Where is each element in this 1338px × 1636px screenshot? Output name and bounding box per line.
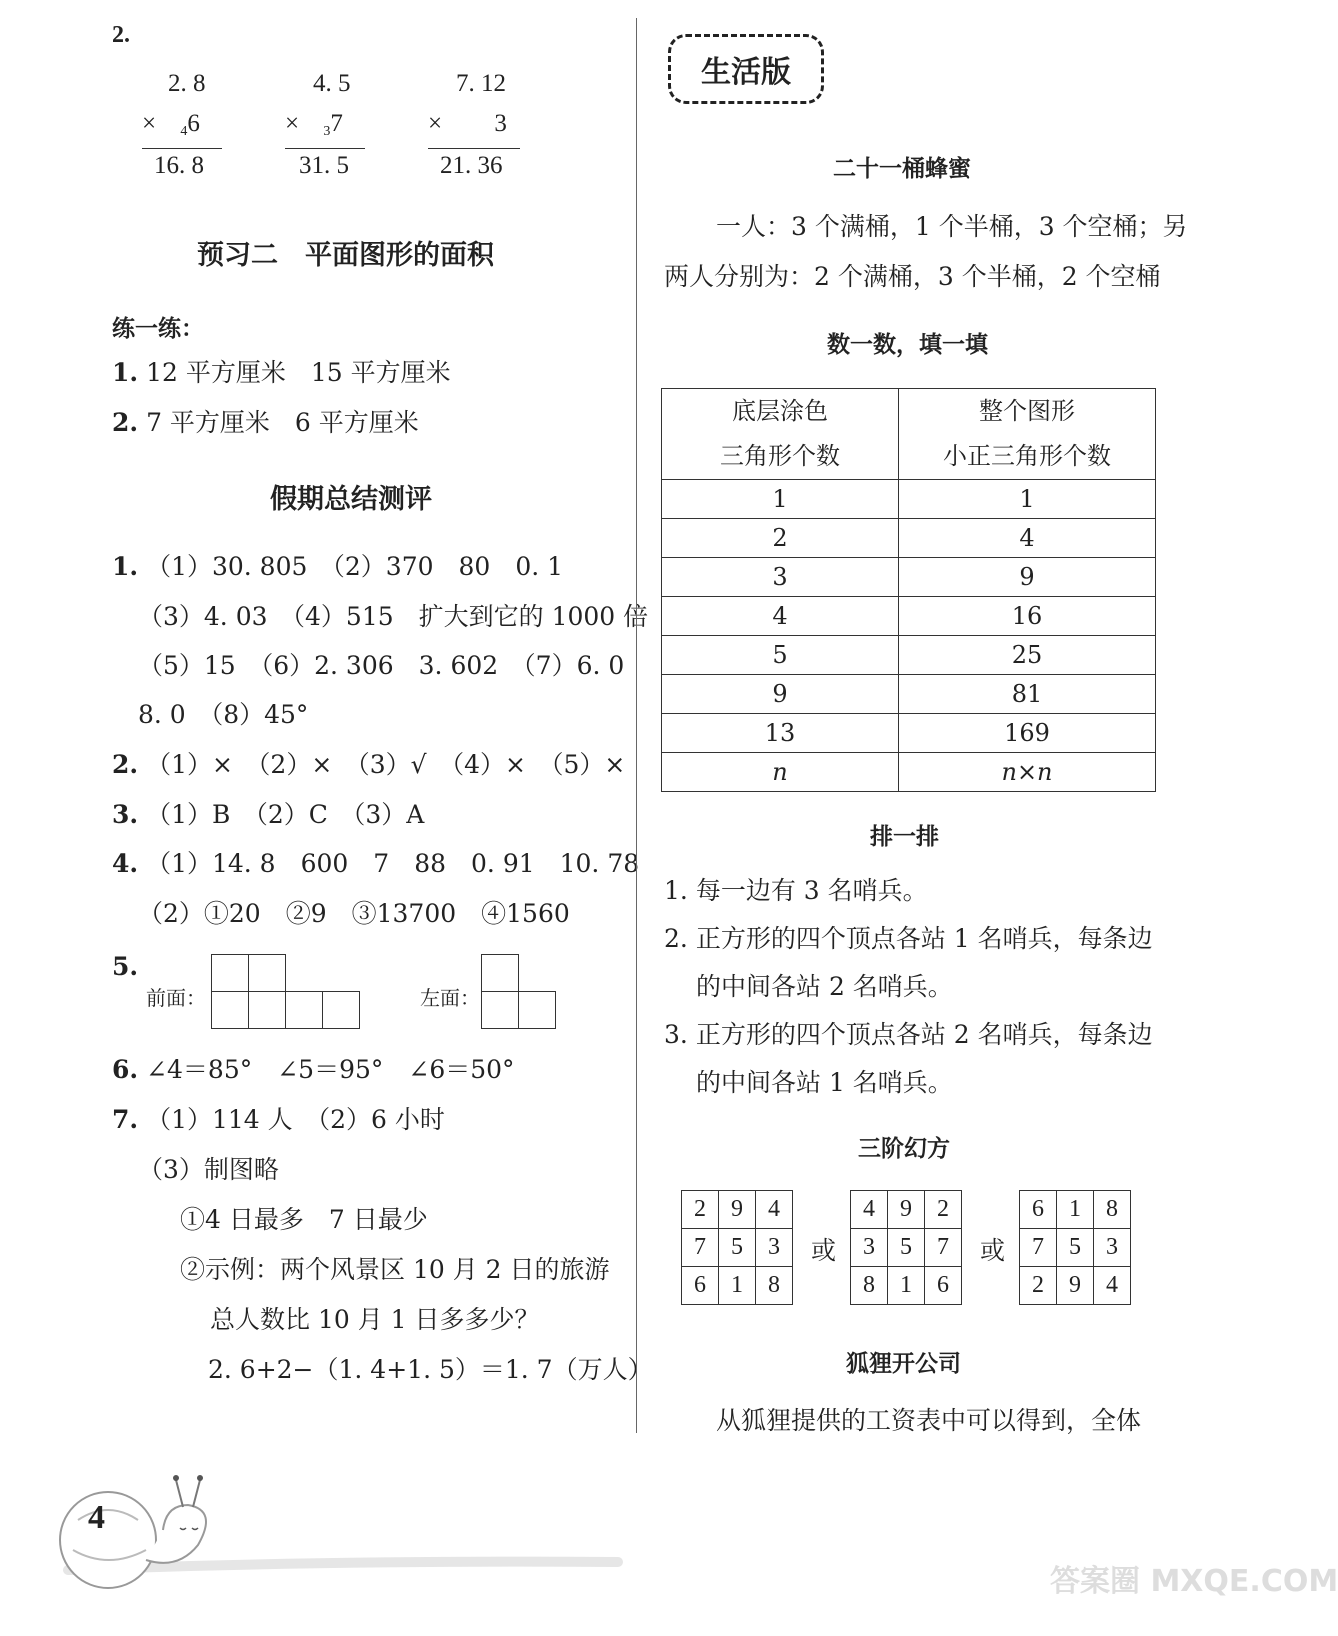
practice-label: 练一练： <box>112 316 204 342</box>
arrange-answer-line: 的中间各站 2 名哨兵。 <box>696 972 953 1001</box>
honey-answer-line-1: 一人：3 个满桶，1 个半桶，3 个空桶；另 <box>716 212 1188 241</box>
honey-title: 二十一桶蜂蜜 <box>833 156 971 182</box>
page-number: 4 <box>88 1499 105 1536</box>
review-answer-line: （2）①20 ②9 ③13700 ④1560 <box>138 899 570 928</box>
question-7-answer: 7. （1）114 人 （2）6 小时 <box>112 1105 445 1134</box>
arrange-title: 排一排 <box>870 824 939 850</box>
magic-square: 2 9 4 7 5 3 6 1 8 <box>681 1190 793 1305</box>
multiplicand: 4. 5 <box>313 70 351 97</box>
review-answer-line: 1. （1）30. 805 （2）370 80 0. 1 <box>112 552 564 581</box>
practice-answer-2: 2. 7 平方厘米 6 平方厘米 <box>112 408 419 437</box>
question-5-label: 5. <box>112 952 139 981</box>
left-view-label: 左面： <box>420 986 480 1010</box>
question-7-answer: ②示例：两个风景区 10 月 2 日的旅游 <box>180 1255 610 1284</box>
review-answer-line: 2. （1）× （2）× （3）√ （4）× （5）× <box>112 750 626 779</box>
carry-digit: 4 <box>180 124 188 139</box>
review-answer-line: 8. 0 （8）45° <box>138 700 309 729</box>
times-sign: × <box>428 110 443 137</box>
table-row: 4 16 <box>662 597 1156 636</box>
product-line <box>285 148 365 149</box>
front-view-label: 前面： <box>146 986 206 1010</box>
table-row: 3 9 <box>662 558 1156 597</box>
question-7-answer: 2. 6+2−（1. 4+1. 5）＝1. 7（万人） <box>208 1355 653 1384</box>
snail-page-decoration <box>28 1450 628 1600</box>
question-6-answer: 6. ∠4＝85° ∠5＝95° ∠6＝50° <box>112 1055 515 1084</box>
front-view-grid <box>211 954 360 1029</box>
times-sign: × <box>285 110 300 137</box>
product: 16. 8 <box>154 152 204 179</box>
practice-answer-1: 1. 12 平方厘米 15 平方厘米 <box>112 358 451 387</box>
review-answer-line: （5）15 （6）2. 306 3. 602 （7）6. 0 <box>138 651 625 680</box>
table-row: 2 4 <box>662 519 1156 558</box>
fox-company-text: 从狐狸提供的工资表中可以得到，全体 <box>716 1406 1142 1435</box>
review-answer-line: （3）4. 03 （4）515 扩大到它的 1000 倍 <box>138 602 649 631</box>
vertical-multiplication-3 <box>428 68 520 188</box>
multiplier: 7 <box>330 110 343 137</box>
question-7-answer: （3）制图略 <box>138 1155 279 1184</box>
left-view-grid <box>481 954 556 1029</box>
magic-square-title: 三阶幻方 <box>858 1136 950 1162</box>
product-line <box>142 148 222 149</box>
count-fill-title: 数一数，填一填 <box>827 332 988 358</box>
arrange-answer-line: 的中间各站 1 名哨兵。 <box>696 1068 953 1097</box>
carry-digit: 3 <box>323 124 331 139</box>
column-divider <box>636 18 637 1433</box>
review-answer-line: 3. （1）B （2）C （3）A <box>112 800 425 829</box>
or-label: 或 <box>811 1236 837 1265</box>
multiplier: 6 <box>187 110 200 137</box>
magic-square: 6 1 8 7 5 3 2 9 4 <box>1019 1190 1131 1305</box>
section-title-review: 假期总结测评 <box>270 484 432 515</box>
table-header-cell: 底层涂色 三角形个数 <box>662 389 899 480</box>
product: 21. 36 <box>440 152 503 179</box>
product: 31. 5 <box>299 152 349 179</box>
honey-answer-line-2: 两人分别为：2 个满桶，3 个半桶，2 个空桶 <box>664 262 1161 291</box>
table-row: 13 169 <box>662 714 1156 753</box>
or-label: 或 <box>980 1236 1006 1265</box>
magic-square: 4 9 2 3 5 7 8 1 6 <box>850 1190 962 1305</box>
fox-company-title: 狐狸开公司 <box>846 1351 961 1377</box>
question-7-answer: 总人数比 10 月 1 日多多少？ <box>210 1305 540 1334</box>
table-row: 5 25 <box>662 636 1156 675</box>
vertical-multiplication-1 <box>142 68 222 188</box>
life-edition-badge: 生活版 <box>668 34 824 104</box>
multiplicand: 2. 8 <box>168 70 206 97</box>
question-7-answer: ①4 日最多 7 日最少 <box>180 1205 428 1234</box>
question-2-label: 2. <box>112 22 130 48</box>
triangle-count-table <box>661 388 1156 792</box>
arrange-answer-line: 1. 每一边有 3 名哨兵。 <box>664 876 928 905</box>
table-row: 1 1 <box>662 480 1156 519</box>
section-title-area: 预习二 平面图形的面积 <box>197 240 494 271</box>
arrange-answer-line: 3. 正方形的四个顶点各站 2 名哨兵，每条边 <box>664 1020 1153 1049</box>
review-answer-line: 4. （1）14. 8 600 7 88 0. 91 10. 78 <box>112 849 640 878</box>
multiplicand: 7. 12 <box>456 70 506 97</box>
table-header-cell: 整个图形 小正三角形个数 <box>899 389 1156 480</box>
multiplier: 3 <box>494 110 507 137</box>
watermark-logo: 答案圈 MXQE.COM <box>1050 1564 1338 1599</box>
product-line <box>428 148 520 149</box>
table-row: 9 81 <box>662 675 1156 714</box>
vertical-multiplication-2 <box>285 68 365 188</box>
table-row: n n×n <box>662 753 1156 792</box>
arrange-answer-line: 2. 正方形的四个顶点各站 1 名哨兵，每条边 <box>664 924 1153 953</box>
times-sign: × <box>142 110 157 137</box>
